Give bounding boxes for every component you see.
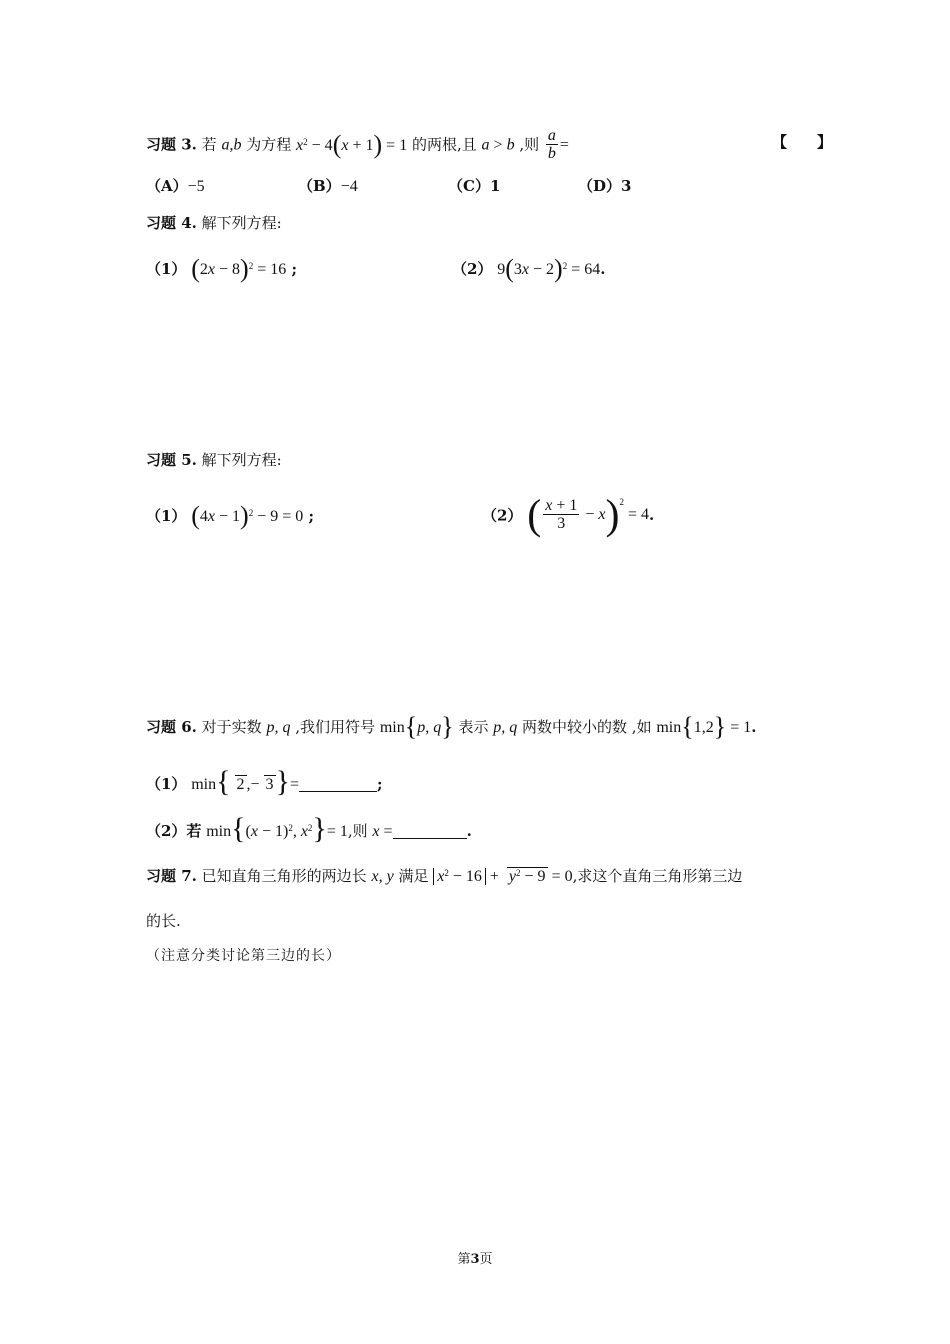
problem-4-intro: 解下列方程: xyxy=(201,214,282,232)
period: . xyxy=(466,822,472,840)
math-xy: x, y xyxy=(371,868,394,885)
math-pq-2: p, q xyxy=(493,719,518,736)
math-b: b xyxy=(233,136,242,154)
equation-3: $x^2 - 4(x + 1) = 1$ xyxy=(296,129,408,159)
page-number-suffix: 页 xyxy=(479,1252,493,1267)
problem-7-stem xyxy=(146,865,742,886)
problem-3-text-b: 为方程 xyxy=(246,135,292,154)
math-comma: , xyxy=(229,136,234,154)
item-label: （1） xyxy=(146,260,187,278)
expression-6-1: min{ 2 ,− 3}= xyxy=(191,765,299,798)
problem-3-label: 习题 3. xyxy=(146,135,197,154)
item-label: （2） xyxy=(482,506,523,525)
problem-7-text-a: 已知直角三角形的两边长 xyxy=(201,867,367,885)
period: . xyxy=(649,506,655,524)
problem-6-text-c: 表示 xyxy=(458,718,489,736)
problem-3-text-a: 若 xyxy=(201,135,217,154)
option-a-label: （A） xyxy=(146,177,188,195)
problem-6-text-e: ,则 xyxy=(347,822,368,840)
math-x-equals: x = xyxy=(372,823,393,840)
period: . xyxy=(600,260,606,278)
problem-7-label: 习题 7. xyxy=(146,867,197,885)
problem-3-stem xyxy=(146,128,569,163)
math-min-example: min{1,2} = 1 xyxy=(656,712,752,741)
option-b-label: （B） xyxy=(298,177,341,195)
inequality-a-gt-b: a > b xyxy=(481,136,515,154)
problem-7-note xyxy=(146,945,341,965)
problem-5-label: 习题 5. xyxy=(146,451,197,469)
problem-6-text-a: 对于实数 xyxy=(201,718,262,736)
option-c xyxy=(448,175,500,196)
problem-6-label: 习题 6. xyxy=(146,718,197,736)
page-number-prefix: 第 xyxy=(457,1252,471,1267)
semicolon: ; xyxy=(376,775,383,793)
problem-6-item-1 xyxy=(146,765,383,799)
problem-5-stem xyxy=(146,449,282,470)
equation-4-2: $9(3x - 2)^2 = 64$ xyxy=(497,254,601,283)
problem-4-label: 习题 4. xyxy=(146,214,197,232)
math-min-pq: min{p, q} xyxy=(379,712,454,741)
problem-5-intro: 解下列方程: xyxy=(201,451,282,469)
problem-7-continuation xyxy=(146,910,181,931)
option-d xyxy=(578,175,631,196)
problem-6-text-b: ,我们用符号 xyxy=(295,718,376,736)
option-c-value: 1 xyxy=(489,177,501,195)
option-c-label: （C） xyxy=(448,177,490,195)
problem-5-item-2 xyxy=(482,491,654,539)
expression-6-2: $\min\{(x - 1)^2$, $x^2\}= 1$ xyxy=(206,812,348,845)
problem-6-item-2 xyxy=(146,812,472,846)
page-number-value: 3 xyxy=(470,1252,480,1267)
math-equals: = xyxy=(559,136,569,154)
option-a xyxy=(146,175,205,196)
problem-4-item-2 xyxy=(452,254,605,284)
fraction-a-over-b: $\frac{a}{b}$ xyxy=(547,127,556,162)
option-d-value: 3 xyxy=(621,177,632,195)
option-d-label: （D） xyxy=(578,177,622,195)
answer-blank[interactable] xyxy=(393,826,467,839)
equation-4-1: $(2x - 8)^2 = 16$ xyxy=(191,254,287,283)
problem-7-text-c: ,求这个直角三角形第三边 xyxy=(572,867,743,885)
item-label: （1） xyxy=(146,775,187,793)
equation-5-1: $(4x - 1)^2 - 9 = 0$ xyxy=(191,501,304,530)
problem-4-item-1 xyxy=(146,254,297,284)
period: . xyxy=(751,718,757,736)
math-ab: a xyxy=(221,136,230,154)
problem-7-text-d: 的长. xyxy=(146,912,181,930)
problem-6-stem xyxy=(146,712,756,742)
problem-5-item-1 xyxy=(146,501,314,531)
note-text: （注意分类讨论第三边的长） xyxy=(146,948,341,964)
problem-3-text-d: ,则 xyxy=(519,135,540,154)
item-label: （2） xyxy=(452,260,493,278)
problem-6-text-d: 两数中较小的数 ,如 xyxy=(522,718,652,736)
problem-4-stem xyxy=(146,212,282,233)
page-number xyxy=(0,1248,950,1267)
equation-7: $x^2 - 16 + y^2 - 9 = 0$ xyxy=(433,867,572,885)
answer-blank[interactable] xyxy=(299,779,377,792)
option-a-value: −5 xyxy=(187,178,205,195)
answer-bracket: 【 】 xyxy=(772,133,833,151)
option-b xyxy=(298,175,358,196)
item-label: （2）若 xyxy=(146,822,202,840)
math-pq: p, q xyxy=(266,719,291,736)
problem-3-text-c: 的两根,且 xyxy=(411,135,477,154)
equation-5-2: ( $\frac{x + 1}{3}$ − x)$^2$ = 4 xyxy=(527,492,650,538)
problem-7-text-b: 满足 xyxy=(398,867,429,885)
semicolon: ; xyxy=(286,260,297,278)
item-label: （1） xyxy=(146,507,187,525)
semicolon: ; xyxy=(303,507,315,525)
option-b-value: −4 xyxy=(340,178,358,195)
